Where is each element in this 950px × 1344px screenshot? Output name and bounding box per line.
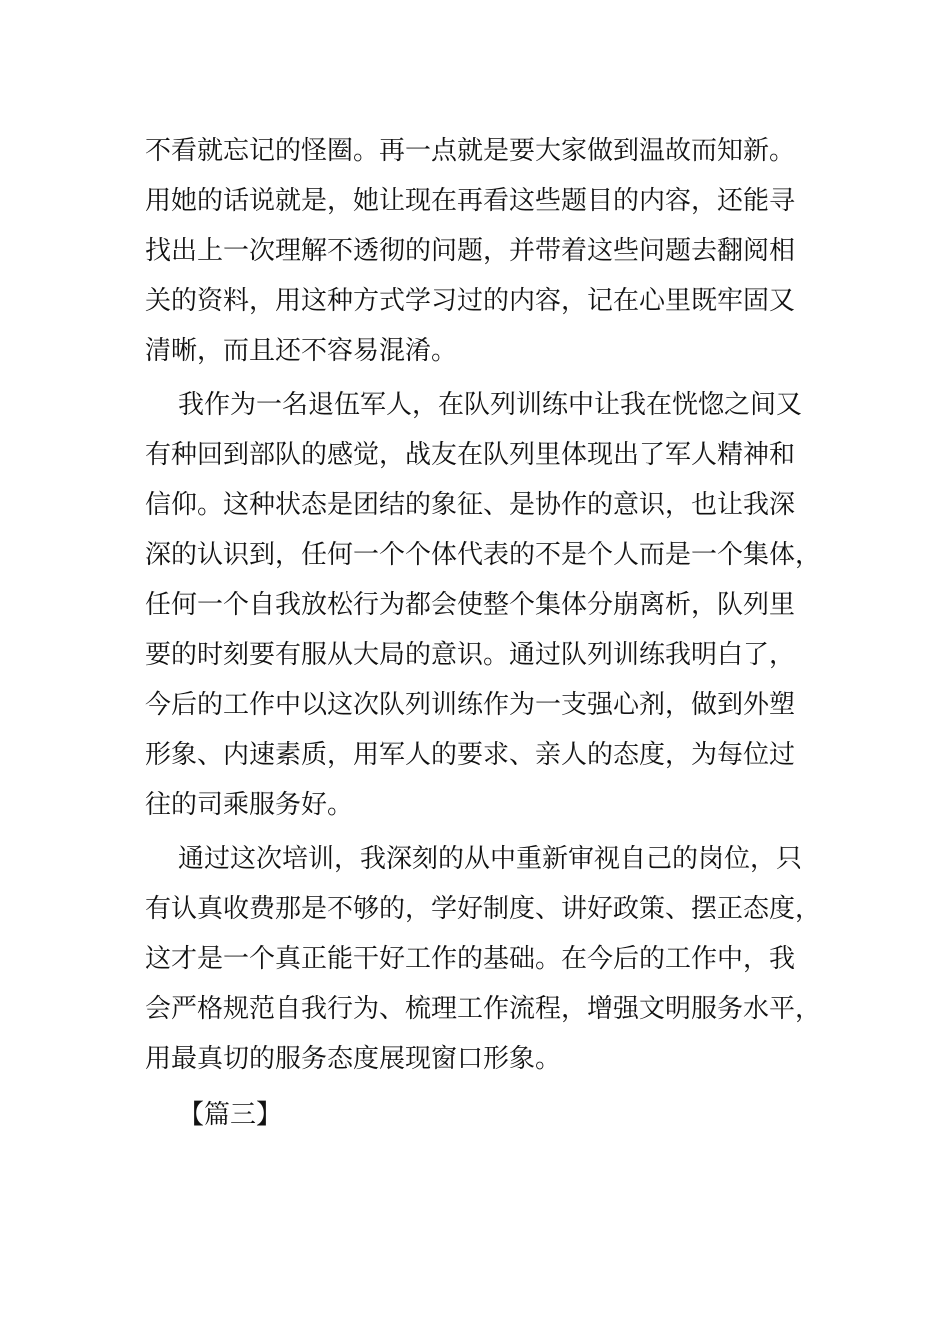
paragraph-line: 找出上一次理解不透彻的问题，并带着这些问题去翻阅相 [145,236,796,266]
paragraph-line: 用最真切的服务态度展现窗口形象。 [145,1044,562,1074]
paragraph-line: 信仰。这种状态是团结的象征、是协作的意识，也让我深 [145,490,796,520]
paragraph-line: 往的司乘服务好。 [145,790,354,820]
paragraph-line: 有认真收费那是不够的，学好制度、讲好政策、摆正态度， [145,894,822,924]
document-body [145,126,822,1140]
paragraph-line: 这才是一个真正能干好工作的基础。在今后的工作中，我 [145,944,796,974]
paragraph-line: 用她的话说就是，她让现在再看这些题目的内容，还能寻 [145,186,796,216]
paragraph-line: 不看就忘记的怪圈。再一点就是要大家做到温故而知新。 [145,136,796,166]
paragraph-line: 会严格规范自我行为、梳理工作流程，增强文明服务水平， [145,994,822,1024]
paragraph-3 [145,834,822,1084]
paragraph-line: 有种回到部队的感觉，战友在队列里体现出了军人精神和 [145,440,796,470]
paragraph-1 [145,126,800,376]
section-heading: 【篇三】 [178,1100,283,1130]
paragraph-line: 要的时刻要有服从大局的意识。通过队列训练我明白了， [145,640,796,670]
paragraph-line: 我作为一名退伍军人，在队列训练中让我在恍惚之间又 [178,390,803,420]
paragraph-line: 深的认识到，任何一个个体代表的不是个人而是一个集体， [145,540,822,570]
paragraph-line: 今后的工作中以这次队列训练作为一支强心剂，做到外塑 [145,690,796,720]
paragraph-line: 任何一个自我放松行为都会使整个集体分崩离析，队列里 [145,590,796,620]
paragraph-line: 关的资料，用这种方式学习过的内容，记在心里既牢固又 [145,286,796,316]
paragraph-line: 清晰，而且还不容易混淆。 [145,336,458,366]
paragraph-2 [145,380,822,830]
paragraph-line: 通过这次培训，我深刻的从中重新审视自己的岗位，只 [178,844,803,874]
paragraph-line: 形象、内速素质，用军人的要求、亲人的态度，为每位过 [145,740,796,770]
